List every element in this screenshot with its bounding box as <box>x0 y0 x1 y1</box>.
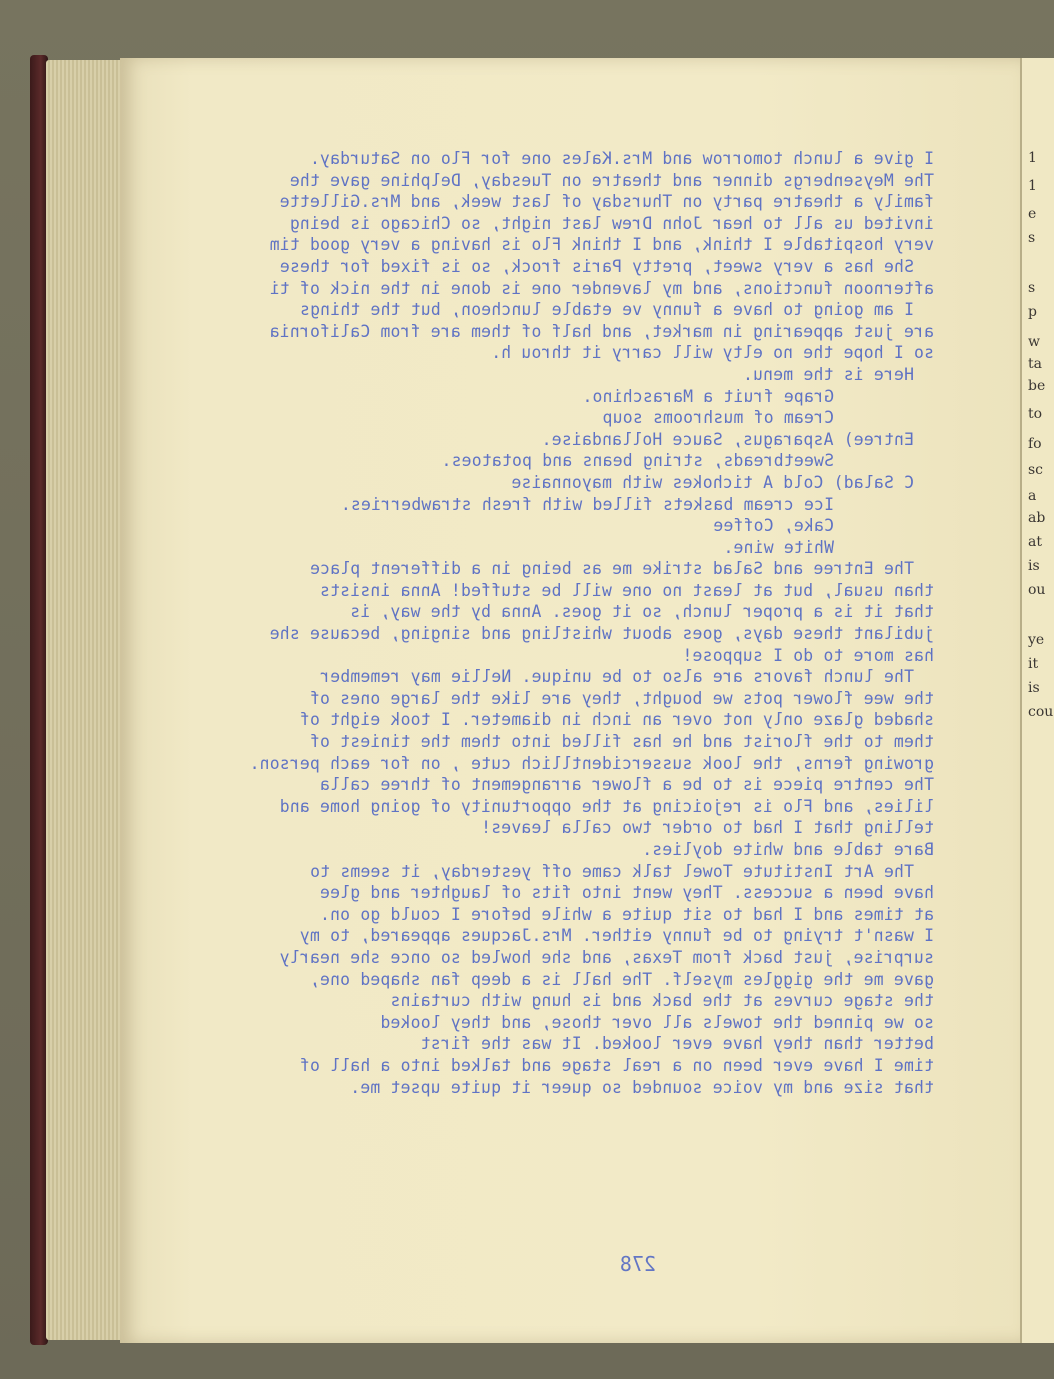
adjacent-fragment: fo <box>1028 436 1042 452</box>
text-line: The Art Institute Towel talk came off yesterday, it seems to <box>309 861 914 881</box>
typescript-text <box>114 148 934 1098</box>
text-line: the stage curves at the back and is hung with curtains <box>390 991 934 1011</box>
menu-line: White wine. <box>723 537 834 557</box>
adjacent-fragment: e <box>1028 206 1037 222</box>
text-line: lilies, and Flo is rejoicing at the opportunity of going home and <box>279 796 934 816</box>
text-line: are just appearing in market, and half of them are from California <box>269 321 934 341</box>
text-line: better than they have ever looked. It was the first <box>420 1034 934 1054</box>
text-line: The lunch favors are also to be unique. Nellie may remember <box>319 667 914 687</box>
menu-line: Cream of mushrooms soup <box>602 408 834 428</box>
adjacent-fragment: be <box>1028 378 1046 394</box>
text-line: that it is a proper lunch, so it goes. Anna by the way, is <box>350 602 934 622</box>
text-line: family a theatre party on Thursday of last week, and Mrs.Gillette <box>279 192 934 212</box>
adjacent-fragment: w <box>1028 334 1040 350</box>
menu-line: Entree) Asparagus, Sauce Hollandaise. <box>541 429 914 449</box>
adjacent-fragment: it <box>1028 656 1039 672</box>
text-line: so I hope the no elty will carry it throu h. <box>491 343 934 363</box>
menu-line: Ice cream baskets filled with fresh strawberries. <box>340 494 834 514</box>
text-line: She has a very sweet, pretty Paris frock, so is fixed for these <box>279 256 914 276</box>
text-line: surprise, just back from Texas, and she howled so once she nearly <box>279 947 934 967</box>
adjacent-fragment: ou <box>1028 582 1046 598</box>
text-line: very hospitable I think, and I think Flo is having a very good tim <box>269 235 934 255</box>
menu-line: C Salad) Cold A tichokes with mayonnaise <box>511 472 914 492</box>
text-line: Here is the menu. <box>742 364 914 384</box>
text-line: jubilant these days, goes about whistling and singing, because she <box>269 624 934 644</box>
text-line: has more to do I suppose! <box>682 645 934 665</box>
text-line: the wee flower pots we bought, they are like the large ones of <box>309 688 934 708</box>
text-line: that size and my voice sounded so queer it quite upset me. <box>350 1077 934 1097</box>
text-line: I am going to have a funny ve etable luncheon, but the things <box>299 300 914 320</box>
text-line: have been a success. They went into fits of laughter and glee <box>319 883 934 903</box>
adjacent-fragment: a <box>1028 488 1037 504</box>
adjacent-fragment: is <box>1028 680 1040 696</box>
adjacent-fragment: ye <box>1028 632 1045 648</box>
text-line: telling that I had to order two calla leaves! <box>480 818 934 838</box>
text-line: than usual, but at least no one will be stuffed! Anna insists <box>319 580 934 600</box>
text-line: shaded glaze only not over an inch in diameter. I took eight of <box>299 710 934 730</box>
adjacent-fragment: s <box>1028 280 1036 296</box>
menu-line: Grape fruit a Maraschino. <box>582 386 834 406</box>
text-line: at times and I had to sit quite a while before I could go on. <box>319 904 934 924</box>
adjacent-fragment: 1 <box>1028 150 1037 166</box>
adjacent-fragment: p <box>1028 304 1037 320</box>
adjacent-fragment: is <box>1028 558 1040 574</box>
menu-line: Cake, Coffee <box>713 516 834 536</box>
text-line: I give a lunch tomorrow and Mrs.Kales one for Flo on Saturday. <box>309 149 934 168</box>
adjacent-fragment: at <box>1028 534 1042 550</box>
menu-line: Sweetbreads, string beans and potatoes. <box>441 451 834 471</box>
text-line: gave me the giggles myself. The hall is a deep fan shaped one, <box>309 969 934 989</box>
text-line: Bare table and white doylies. <box>642 840 934 859</box>
text-line: The Meysenbergs dinner and theatre on Tuesday, Delphine gave the <box>289 170 934 190</box>
text-line: invited us all to hear John Drew last night, so Chicago is being <box>289 213 934 233</box>
adjacent-fragment: ta <box>1028 356 1042 372</box>
text-line: time I have ever been on a real stage and talked into a hall of <box>299 1055 934 1075</box>
text-line: growing ferns, the look sussercidentllich cute , on for each person. <box>249 753 934 773</box>
text-line: The centre piece is to be a flower arrangement of three calla <box>319 775 934 795</box>
adjacent-fragment: ab <box>1028 510 1046 526</box>
page-number: 278 <box>619 1252 656 1276</box>
text-line: them to the florist and he has filled into them the tiniest of <box>309 732 934 752</box>
text-line: I wasn't trying to be funny either. Mrs.Jacques appeared, to my <box>299 926 934 946</box>
adjacent-fragment: to <box>1028 406 1043 422</box>
text-line: so we pinned the towels all over those, and they looked <box>380 1012 934 1032</box>
text-line: afternoon functions, and my lavender one is done in the nick of ti <box>269 278 934 298</box>
adjacent-fragment: cou <box>1028 704 1054 720</box>
adjacent-fragment: s <box>1028 230 1036 246</box>
adjacent-fragment: sc <box>1028 462 1044 478</box>
text-line: The Entree and Salad strike me as being in a different place <box>309 559 914 579</box>
adjacent-fragment: 1 <box>1028 178 1037 194</box>
